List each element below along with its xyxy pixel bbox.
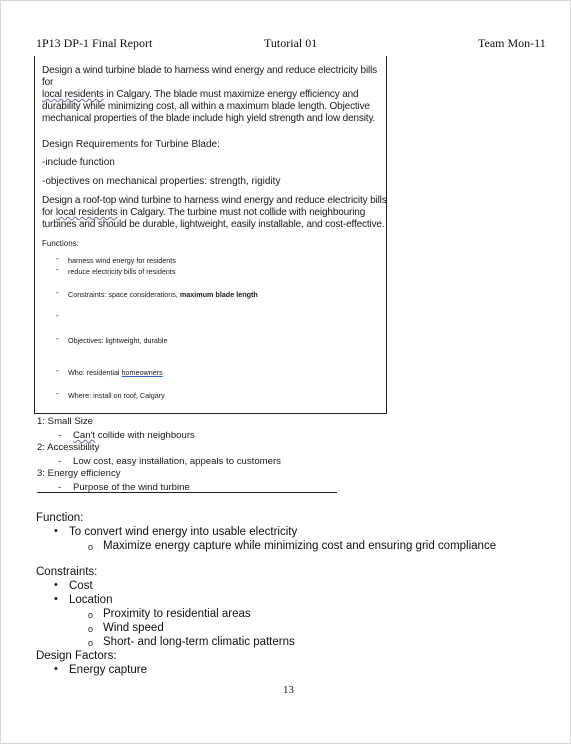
cant-word: Can't — [73, 430, 96, 441]
bullet-marker: • — [54, 593, 58, 605]
header-report-title: 1P13 DP-1 Final Report — [36, 36, 153, 50]
intro-text-1: Design a wind turbine blade to harness wind energy and reduce electricity bills for — [42, 65, 378, 88]
location-subitem: Short- and long-term climatic patterns — [103, 636, 295, 648]
bullet-marker: • — [54, 579, 58, 591]
rooftop-paragraph — [42, 195, 387, 231]
function-item: To convert wind energy into usable electricity — [69, 526, 298, 538]
dash-marker: - — [56, 288, 59, 297]
mid-item-small-size: 1: Small Size — [37, 416, 93, 427]
circle-bullet-marker: o — [88, 638, 94, 648]
rooftop-local-residents: local residents — [55, 207, 118, 218]
constraint-item: Cost — [69, 580, 93, 592]
requirements-title: Design Requirements for Turbine Blade: — [42, 139, 220, 150]
constraints-line — [68, 289, 258, 301]
function-title: Function: — [36, 512, 84, 524]
constraints-prefix: Constraints: space considerations, — [68, 290, 180, 299]
circle-bullet-marker: o — [88, 542, 94, 552]
function-item: harness wind energy for residents — [68, 256, 176, 265]
functions-label: Functions: — [42, 239, 79, 248]
rooftop-text-1: Design a roof-top wind turbine to harness wind energy and reduce electricity bills for — [42, 195, 387, 218]
dash-marker: - — [58, 430, 62, 441]
who-prefix: Who: residential — [68, 368, 122, 377]
page-number: 13 — [283, 684, 294, 696]
dash-marker: - — [56, 334, 59, 343]
dash-marker: - — [58, 456, 62, 467]
function-item: reduce electricity bills of residents — [68, 267, 176, 276]
requirement-function: -include function — [42, 157, 115, 168]
intro-text-2: in Calgary. The blade must maximize energy efficiency and durability while minimizing cost, all within a maximum blade length. Objective mechanical properties of the blade include high yield strength and low density. — [42, 89, 376, 124]
constraints-bold: maximum blade length — [179, 290, 258, 299]
mid-item-accessibility: 2: Accessibility — [37, 442, 100, 453]
intro-local-residents: local residents — [42, 89, 104, 100]
dash-marker: - — [58, 482, 62, 493]
dash-marker: - — [56, 389, 59, 398]
collide-text: collide with neighbours — [95, 430, 195, 441]
mid-item-energy-efficiency: 3: Energy efficiency — [37, 468, 121, 479]
circle-bullet-marker: o — [88, 624, 94, 634]
homeowners-link[interactable]: homeowners — [121, 368, 163, 377]
header-team: Team Mon-11 — [478, 36, 546, 50]
mid-sub-purpose: Purpose of the wind turbine — [73, 482, 190, 493]
circle-bullet-marker: o — [88, 610, 94, 620]
where-line: Where: install on roof, Calgary — [68, 391, 165, 400]
dash-marker: - — [56, 254, 59, 263]
mid-sub-low-cost: Low cost, easy installation, appeals to customers — [73, 456, 281, 467]
dash-marker: - — [56, 311, 59, 320]
function-subitem: Maximize energy capture while minimizing cost and ensuring grid compliance — [103, 540, 497, 552]
divider-line — [37, 492, 337, 493]
bullet-marker: • — [54, 525, 58, 537]
dash-marker: - — [56, 366, 59, 375]
constraint-item: Location — [69, 594, 113, 606]
rooftop-text-2: in Calgary. The turbine must not collide with neighbouring turbines and should be durable, lightweight, easily installable, and cost-effective. — [42, 207, 385, 230]
objectives-line: Objectives: lightweight, durable — [68, 336, 168, 345]
dash-marker: - — [56, 265, 59, 274]
header-tutorial: Tutorial 01 — [264, 36, 318, 50]
requirement-objectives: -objectives on mechanical properties: strength, rigidity — [42, 176, 281, 187]
bullet-marker: • — [54, 663, 58, 675]
design-factor-item: Energy capture — [69, 664, 147, 676]
location-subitem: Wind speed — [103, 622, 164, 634]
who-line — [68, 367, 163, 379]
mid-sub-collide — [73, 430, 195, 442]
constraints-title: Constraints: — [36, 566, 98, 578]
intro-paragraph — [42, 65, 387, 125]
design-factors-title: Design Factors: — [36, 650, 117, 662]
location-subitem: Proximity to residential areas — [103, 608, 251, 620]
